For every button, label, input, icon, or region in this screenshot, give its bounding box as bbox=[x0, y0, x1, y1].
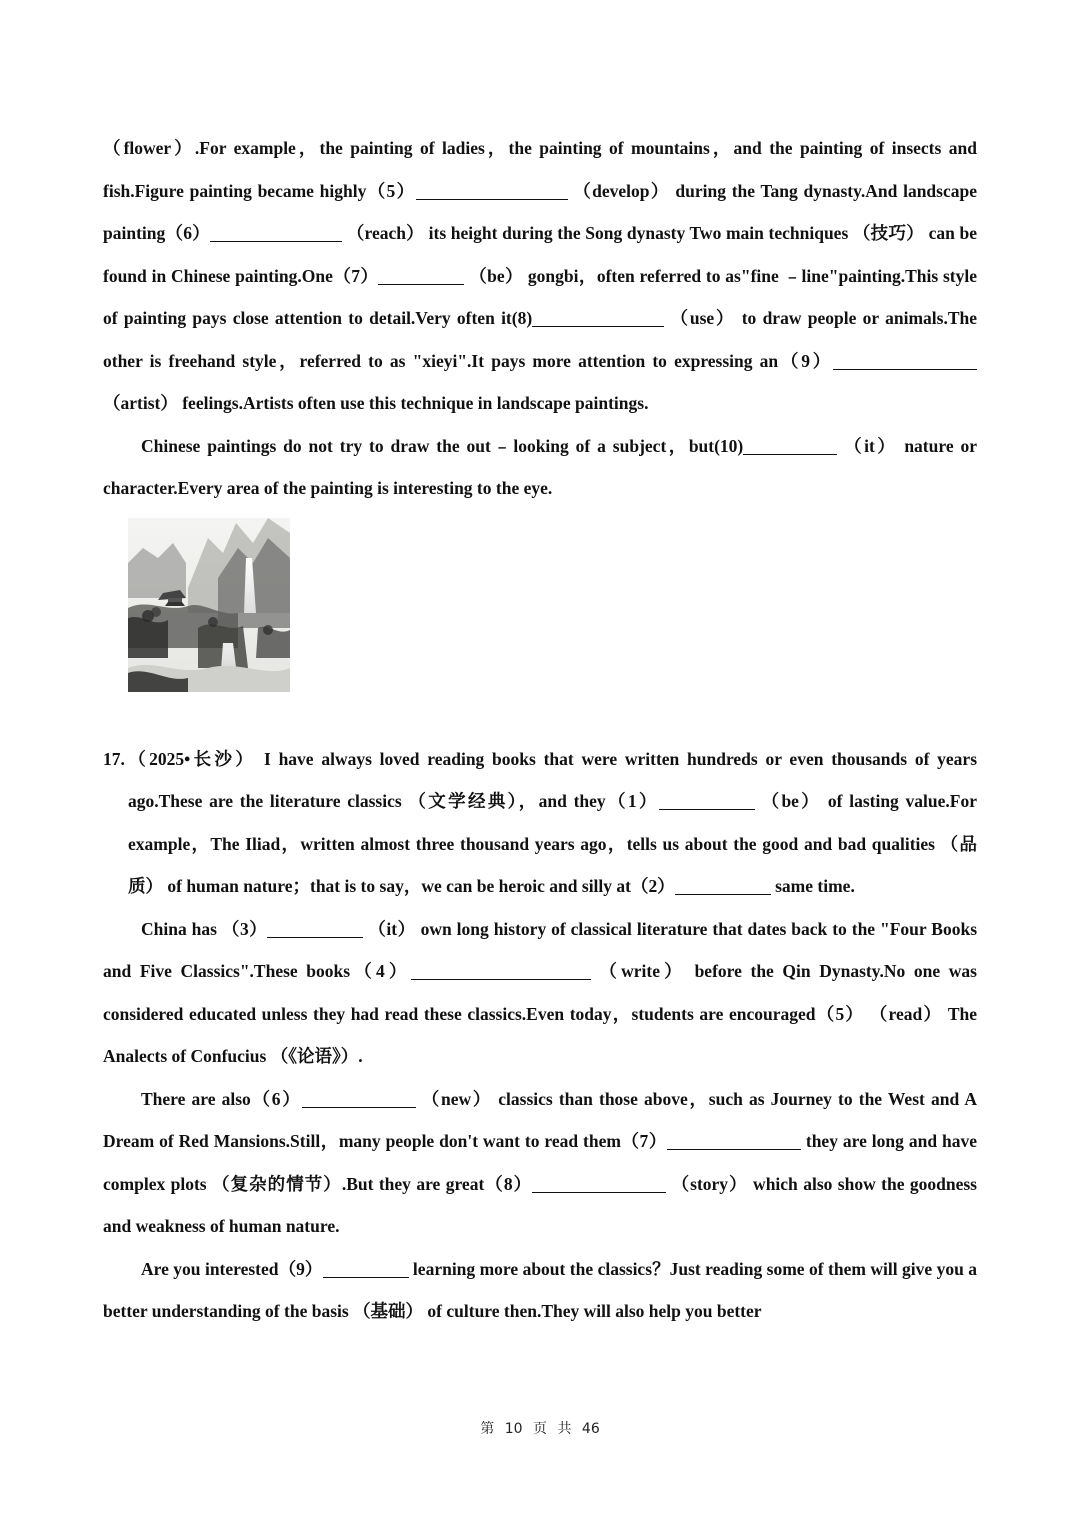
text-run: （reach） its height during the Song dynasty Two main techniques （技巧） can be found in Chinese painting.One（7） bbox=[103, 223, 978, 286]
answer-blank bbox=[833, 351, 977, 370]
page-footer bbox=[0, 1418, 1080, 1438]
text-run: （it） own long history of classical literature that dates back to the "Four Books and Five Classics".These books（4） bbox=[103, 918, 977, 981]
answer-blank bbox=[743, 436, 837, 455]
answer-blank bbox=[532, 309, 664, 328]
text-run: they are long and have complex plots （复杂的情节）.But they are great（8） bbox=[103, 1131, 977, 1194]
answer-blank bbox=[675, 877, 771, 896]
answer-blank bbox=[667, 1132, 801, 1151]
text-run: Chinese paintings do not try to draw the out﹣looking of a subject，but(10) bbox=[141, 435, 744, 456]
text-run: （new） classics than those above，such as Journey to the West and A Dream of Red Mansions.Still，many people don't want to read them（7） bbox=[103, 1088, 977, 1151]
answer-blank bbox=[659, 792, 755, 811]
answer-blank bbox=[267, 919, 363, 938]
text-run: （be） of lasting value.For example，The Iliad，written almost three thousand years ago，tells us about the good and bad qualities （品质） of human nature；that is to say，we can be heroic and silly at（2） bbox=[128, 791, 977, 896]
question-17-paragraph-4 bbox=[103, 1248, 977, 1333]
text-run: （use） to draw people or animals.The other is freehand style，referred to as "xieyi".It pays more attention to expressing an（9） bbox=[103, 308, 977, 371]
text-run: （be） gongbi，often referred to as"fine ﹣line"painting.This style of painting pays close attention to detail.Very often it(8) bbox=[103, 265, 978, 328]
answer-blank bbox=[378, 266, 464, 285]
answer-blank bbox=[416, 181, 568, 200]
text-run: same time. bbox=[770, 876, 855, 896]
footer-label-ye: 页 bbox=[533, 1421, 547, 1437]
footer-page-number: 10 bbox=[504, 1421, 523, 1437]
text-run: Are you interested（9） bbox=[141, 1258, 323, 1279]
text-run: （it） nature or character.Every area of the painting is interesting to the eye. bbox=[103, 435, 977, 498]
question-17-paragraph-2 bbox=[103, 908, 977, 1078]
answer-blank bbox=[323, 1259, 409, 1278]
text-run: China has （3） bbox=[141, 918, 268, 939]
text-run: learning more about the classics？Just reading some of them will give you a better understanding of the basis （基础） of culture then.They will also help you better bbox=[103, 1258, 977, 1321]
question-17-paragraph-1 bbox=[103, 738, 977, 908]
footer-total-pages: 46 bbox=[581, 1421, 600, 1437]
text-run: （story） which also show the goodness and weakness of human nature. bbox=[103, 1173, 977, 1236]
figure-container bbox=[103, 510, 977, 738]
page-content bbox=[103, 127, 977, 1333]
text-run: 17.（2025•长沙） I have always loved reading books that were written hundreds or even thousands of years ago.These are the literature classics （文学经典），and they（1） bbox=[103, 748, 977, 811]
text-run: There are also（6） bbox=[141, 1088, 302, 1109]
answer-blank bbox=[302, 1089, 416, 1108]
answer-blank bbox=[210, 224, 342, 243]
footer-label-gong: 共 bbox=[557, 1421, 572, 1437]
answer-blank bbox=[532, 1174, 666, 1193]
footer-label-di: 第 bbox=[480, 1421, 495, 1437]
question-17-paragraph-3 bbox=[103, 1078, 977, 1248]
text-run: （artist） feelings.Artists often use this technique in landscape paintings. bbox=[103, 393, 649, 413]
passage-16-paragraph-1 bbox=[103, 127, 977, 425]
passage-16-paragraph-2 bbox=[103, 425, 977, 510]
landscape-painting-image bbox=[128, 518, 290, 692]
text-run: （flower）.For example，the painting of ladies，the painting of mountains，and the painting of insects and fish.Figure painting became highly（5） bbox=[103, 138, 977, 201]
text-run: （develop） during the Tang dynasty.And landscape painting（6） bbox=[103, 180, 977, 243]
text-run: （write） before the Qin Dynasty.No one was considered educated unless they had read these classics.Even today，students are encouraged（5） （read） The Analects of Confucius （《论语》）. bbox=[103, 961, 977, 1066]
answer-blank bbox=[411, 962, 591, 981]
